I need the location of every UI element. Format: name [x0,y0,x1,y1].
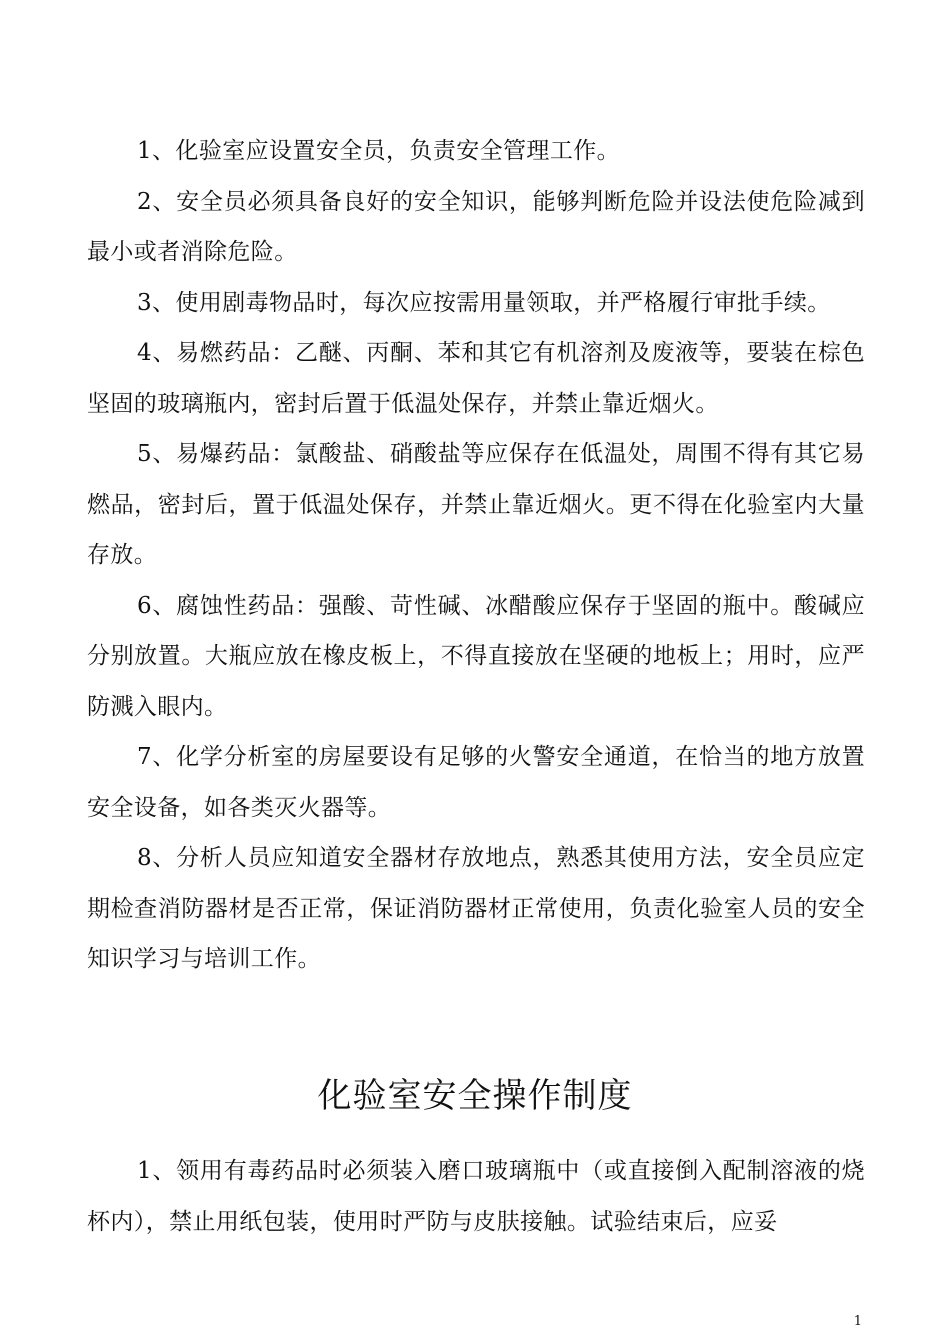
rule-paragraph-8: 8、分析人员应知道安全器材存放地点，熟悉其使用方法，安全员应定期检查消防器材是否正常，保证消防器材正常使用，负责化验室人员的安全知识学习与培训工作。 [87,845,865,972]
page-number: 1 [853,1314,862,1329]
section-title: 化验室安全操作制度 [317,1076,633,1116]
rule-paragraph-3: 3、使用剧毒物品时，每次应按需用量领取，并严格履行审批手续。 [137,289,831,316]
rule-paragraph-1: 1、化验室应设置安全员，负责安全管理工作。 [137,138,621,164]
rule-paragraph-4: 4、易燃药品：乙醚、丙酮、苯和其它有机溶剂及废液等，要装在棕色坚固的玻璃瓶内，密封后置于低温处保存，并禁止靠近烟火。 [87,340,865,417]
operation-paragraph-1: 1、领用有毒药品时必须装入磨口玻璃瓶中（或直接倒入配制溶液的烧杯内），禁止用纸包装，使用时严防与皮肤接触。试验结束后，应妥 [87,1158,865,1235]
rule-paragraph-2: 2、安全员必须具备良好的安全知识，能够判断危险并设法使危险减到最小或者消除危险。 [87,188,865,265]
operation-rules-section [87,1146,865,1247]
rule-paragraph-5: 5、易爆药品：氯酸盐、硝酸盐等应保存在低温处，周围不得有其它易燃品，密封后，置于低温处保存，并禁止靠近烟火。更不得在化验室内大量存放。 [87,441,865,568]
rule-paragraph-7: 7、化学分析室的房屋要设有足够的火警安全通道，在恰当的地方放置安全设备，如各类灭火器等。 [87,744,865,821]
safety-rules-section [87,126,865,985]
rule-paragraph-6: 6、腐蚀性药品：强酸、苛性碱、冰醋酸应保存于坚固的瓶中。酸碱应分别放置。大瓶应放在橡皮板上，不得直接放在坚硬的地板上；用时，应严防溅入眼内。 [87,592,865,720]
